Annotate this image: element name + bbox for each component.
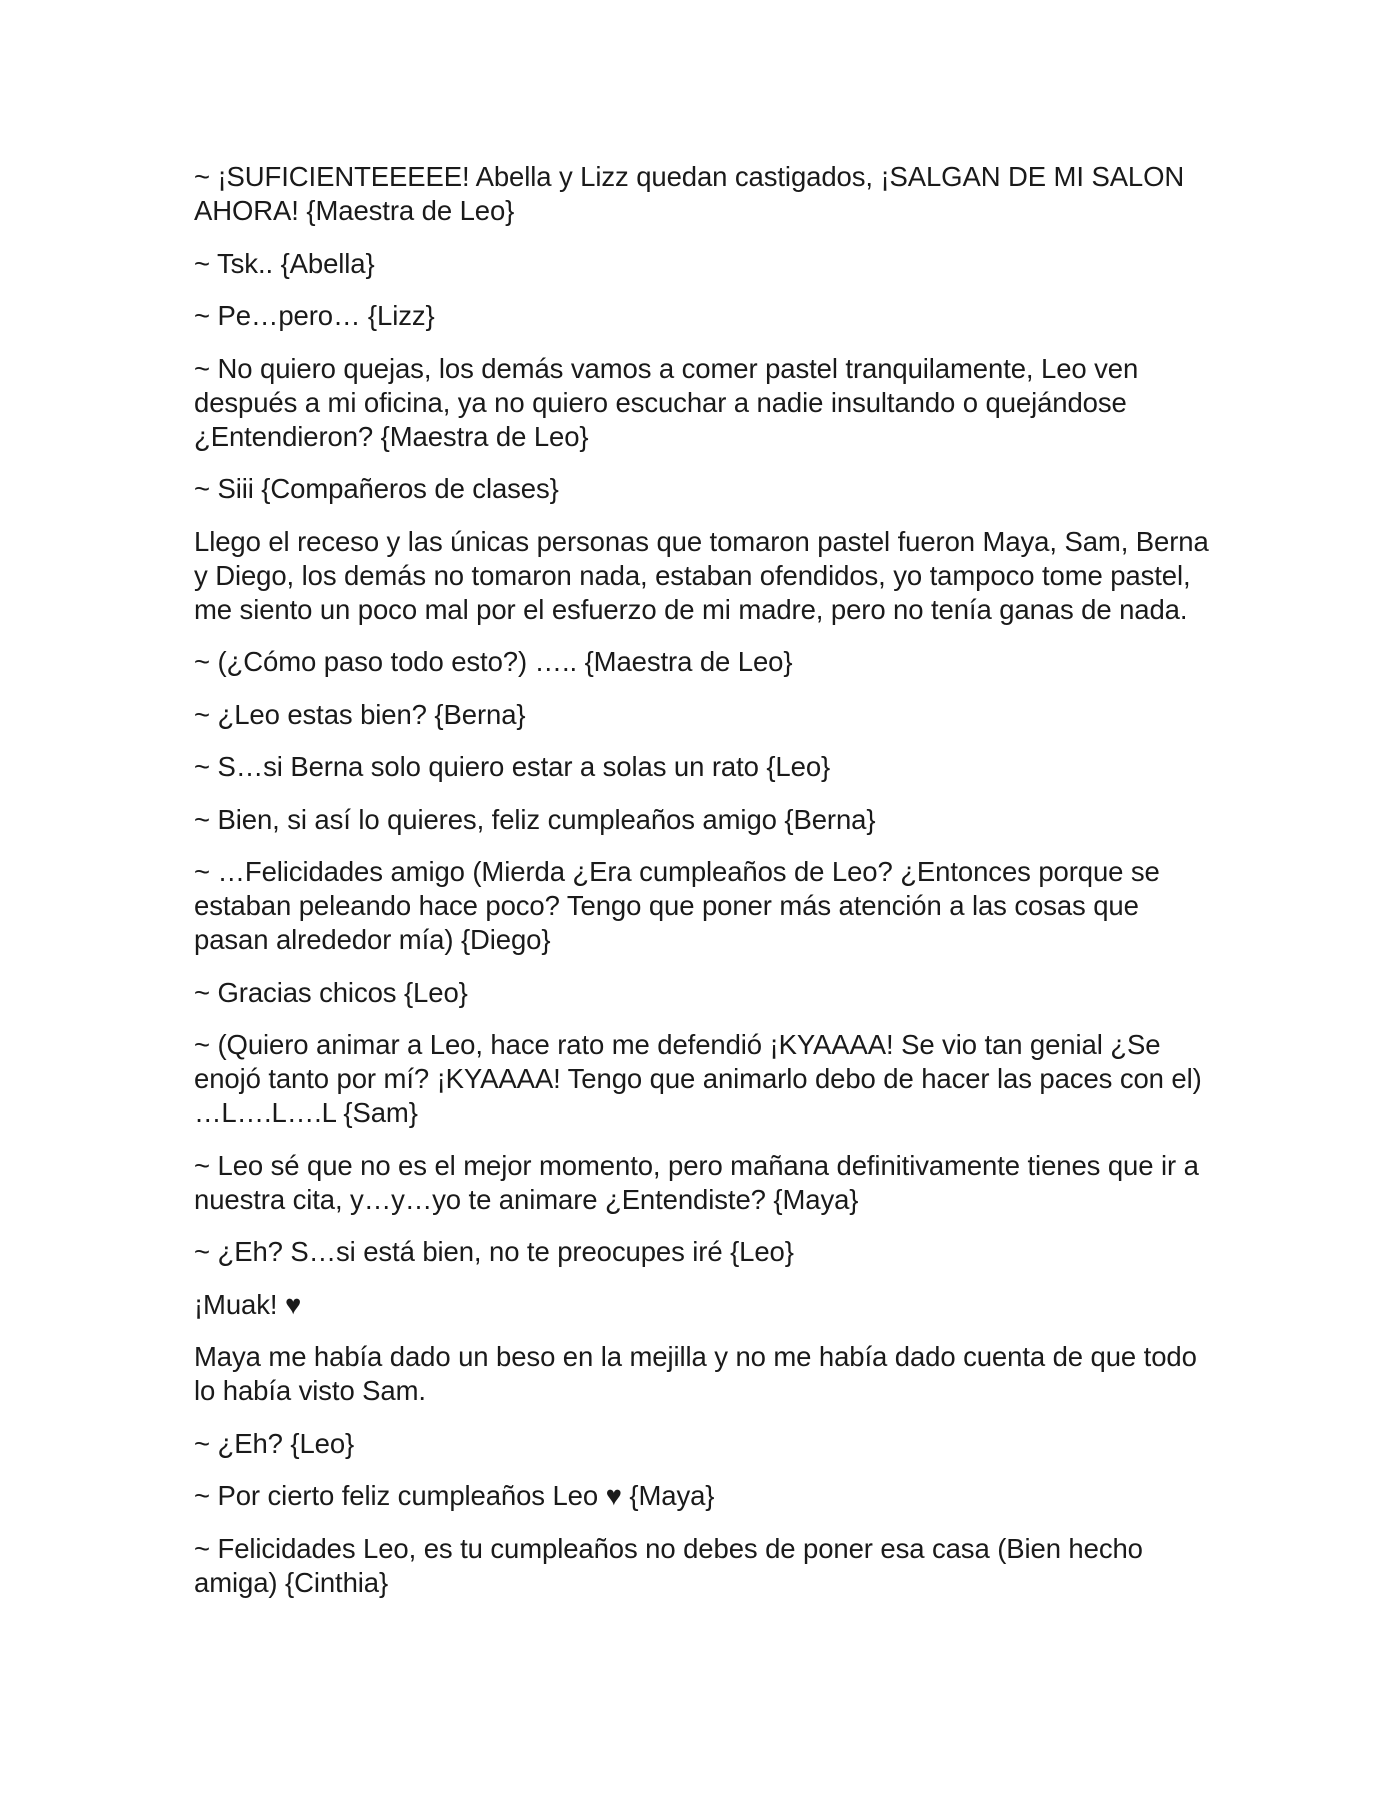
paragraph: ~ ¡SUFICIENTEEEEE! Abella y Lizz quedan castigados, ¡SALGAN DE MI SALON AHORA! {Maestra de Leo}	[194, 161, 1185, 226]
paragraph: Maya me había dado un beso en la mejilla y no me había dado cuenta de que todo lo había visto Sam.	[194, 1341, 1197, 1406]
paragraph: ~ S…si Berna solo quiero estar a solas un rato {Leo}	[194, 751, 831, 782]
paragraph: ~ …Felicidades amigo (Mierda ¿Era cumpleaños de Leo? ¿Entonces porque se estaban peleando hace poco? Tengo que poner más atención a las cosas que pasan alrededor mía) {Diego}	[194, 856, 1160, 955]
paragraph: ~ ¿Leo estas bien? {Berna}	[194, 698, 526, 730]
paragraph: ~ (Quiero animar a Leo, hace rato me defendió ¡KYAAAA! Se vio tan genial ¿Se enojó tanto por mí? ¡KYAAAA! Tengo que animarlo debo de hacer las paces con el) …L….L….L {Sam}	[194, 1029, 1202, 1128]
paragraph: ~ Bien, si así lo quieres, feliz cumpleaños amigo {Berna}	[194, 803, 876, 835]
paragraph: ~ ¿Eh? S…si está bien, no te preocupes iré {Leo}	[194, 1236, 794, 1267]
paragraph: ¡Muak! ♥	[194, 1288, 302, 1320]
paragraph: ~ ¿Eh? {Leo}	[194, 1427, 355, 1459]
paragraph: ~ Tsk.. {Abella}	[194, 247, 375, 279]
paragraph: ~ Por cierto feliz cumpleaños Leo ♥ {Maya}	[194, 1480, 715, 1511]
paragraph: Llego el receso y las únicas personas que tomaron pastel fueron Maya, Sam, Berna y Diego, los demás no tomaron nada, estaban ofendidos, yo tampoco tome pastel, me siento un poco mal por el esfuerzo de mi madre, pero no tenía ganas de nada.	[194, 525, 1209, 625]
paragraph: ~ No quiero quejas, los demás vamos a comer pastel tranquilamente, Leo ven después a mi oficina, ya no quiero escuchar a nadie insultando o quejándose ¿Entendieron? {Maestra de Leo}	[194, 352, 1139, 452]
paragraph: ~ Siii {Compañeros de clases}	[194, 473, 559, 504]
document-body	[194, 160, 1209, 1618]
paragraph: ~ Pe…pero… {Lizz}	[194, 300, 435, 331]
paragraph: ~ Felicidades Leo, es tu cumpleaños no debes de poner esa casa (Bien hecho amiga) {Cinthia}	[194, 1532, 1143, 1598]
paragraph: ~ (¿Cómo paso todo esto?) ….. {Maestra de Leo}	[194, 646, 793, 677]
paragraph: ~ Leo sé que no es el mejor momento, pero mañana definitivamente tienes que ir a nuestra cita, y…y…yo te animare ¿Entendiste? {Maya}	[194, 1149, 1199, 1215]
paragraph: ~ Gracias chicos {Leo}	[194, 976, 468, 1008]
